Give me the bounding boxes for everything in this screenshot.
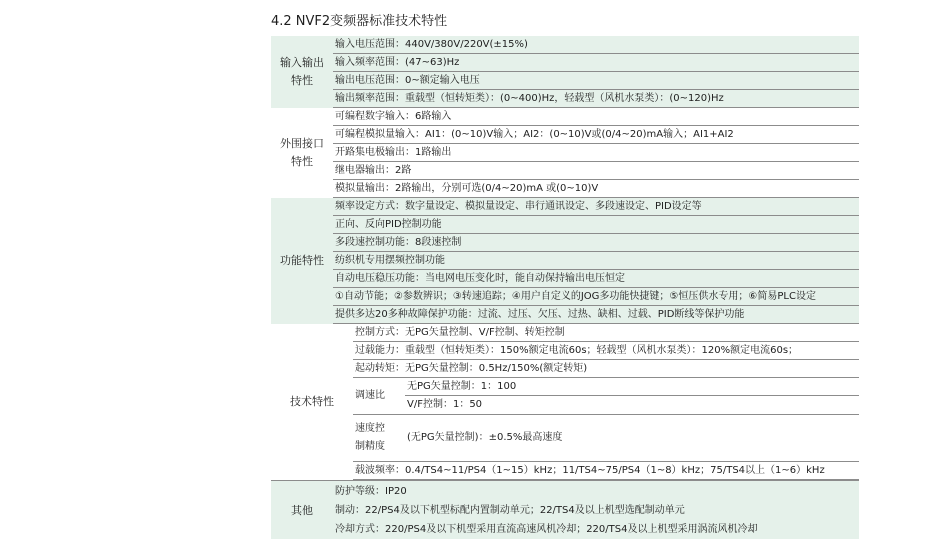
spec-row: 自动电压稳压功能：当电网电压变化时，能自动保持输出电压恒定 <box>333 270 859 288</box>
spec-row: 开路集电极输出：1路输出 <box>333 144 859 162</box>
section-head-line: 外围接口 <box>280 137 324 150</box>
spec-row: ①自动节能；②参数辨识；③转速追踪；④用户自定义的JOG多功能快捷键；⑤恒压供水专用；⑥简易PLC设定 <box>333 288 859 306</box>
spec-row: 过载能力：重载型（恒转矩类）：150%额定电流60s；轻载型（风机水泵类）：120%额定电流60s； <box>353 342 859 360</box>
speed-accuracy-label <box>353 415 405 461</box>
section-other <box>271 480 859 539</box>
spec-row: (无PG矢量控制)：±0.5%最高速度 <box>407 432 563 443</box>
speed-accuracy-group <box>353 415 859 462</box>
spec-row: 输入频率范围：(47~63)Hz <box>333 54 859 72</box>
spec-row: 无PG矢量控制：1：100 <box>405 378 859 396</box>
spec-row: 输出电压范围：0~额定输入电压 <box>333 72 859 90</box>
spec-row: 输出频率范围：重载型（恒转矩类）：(0~400)Hz，轻载型（风机水泵类）：(0~120)Hz <box>333 90 859 108</box>
section-head-line: 输入输出 <box>280 56 324 69</box>
section-func-head <box>271 198 333 324</box>
spec-row: V/F控制：1：50 <box>407 399 483 410</box>
spec-row: 提供多达20多种故障保护功能：过流、过压、欠压、过热、缺相、过载、PID断线等保护功能 <box>333 306 859 324</box>
spec-row: 载波频率：0.4/TS4~11/PS4（1~15）kHz；11/TS4~75/PS4（1~8）kHz；75/TS4以上（1~6）kHz <box>353 462 859 480</box>
speed-ratio-group <box>353 378 859 415</box>
spec-row: 模拟量输出：2路输出，分别可选(0/4~20)mA 或(0~10)V <box>333 180 859 198</box>
spec-row: 控制方式：无PG矢量控制、V/F控制、转矩控制 <box>353 324 859 342</box>
spec-row: 防护等级：IP20 <box>335 486 407 497</box>
section-head-line: 特性 <box>291 74 313 87</box>
spec-row: 可编程模拟量输入：AI1：(0~10)V输入；AI2：(0~10)V或(0/4~20)mA输入；AI1+AI2 <box>333 126 859 144</box>
spec-row: 起动转矩：无PG矢量控制：0.5Hz/150%(额定转矩) <box>353 360 859 378</box>
section-io <box>271 36 859 108</box>
section-tech-head <box>271 324 353 480</box>
speed-accuracy-label-line: 速度控 <box>355 423 385 434</box>
section-ext-head <box>271 108 333 198</box>
section-ext <box>271 108 859 198</box>
spec-row: 纺织机专用摆频控制功能 <box>333 252 859 270</box>
section-head-line: 其他 <box>291 503 313 517</box>
spec-row: 冷却方式：220/PS4及以下机型采用直流高速风机冷却；220/TS4及以上机型采用涡流风机冷却 <box>335 524 758 535</box>
speed-accuracy-label-line: 制精度 <box>355 441 385 452</box>
section-other-head <box>271 482 333 539</box>
spec-row: 可编程数字输入：6路输入 <box>333 108 859 126</box>
section-func <box>271 198 859 324</box>
spec-row: 制动：22/PS4及以下机型标配内置制动单元；22/TS4及以上机型选配制动单元 <box>335 505 685 516</box>
page-title: 4.2 NVF2变频器标准技术特性 <box>271 14 448 29</box>
section-head-line: 功能特性 <box>280 254 324 267</box>
section-head-line: 特性 <box>291 155 313 168</box>
section-tech <box>271 324 859 480</box>
spec-row: 正向、反向PID控制功能 <box>333 216 859 234</box>
section-io-head <box>271 36 333 108</box>
spec-table <box>271 36 859 539</box>
spec-row: 输入电压范围：440V/380V/220V(±15%) <box>333 36 859 54</box>
spec-row: 继电器输出：2路 <box>333 162 859 180</box>
spec-row: 多段速控制功能：8段速控制 <box>333 234 859 252</box>
section-head-line: 技术特性 <box>290 395 334 408</box>
speed-ratio-label: 调速比 <box>355 390 385 401</box>
spec-row: 频率设定方式：数字量设定、模拟量设定、串行通讯设定、多段速设定、PID设定等 <box>333 198 859 216</box>
